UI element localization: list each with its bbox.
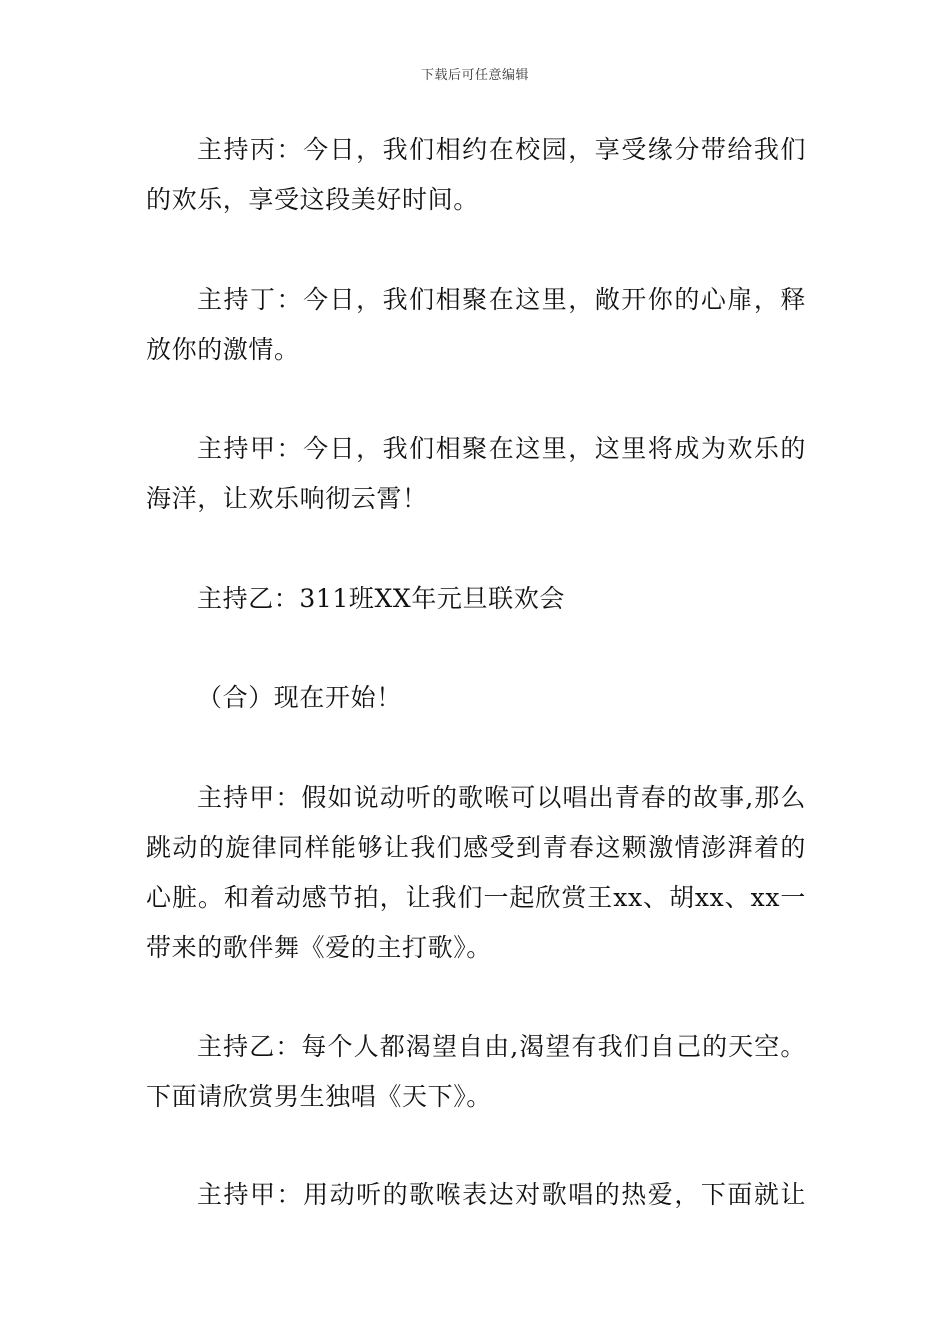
paragraph-host-yi-1: 主持乙：311班XX年元旦联欢会: [197, 584, 565, 613]
paragraph-host-bing: 主持丙：今日，我们相约在校园，享受缘分带给我们的欢乐，享受这段美好时间。: [146, 135, 806, 214]
page-header: 下载后可任意编辑: [420, 68, 529, 83]
paragraph-host-jia-1: 主持甲：今日，我们相聚在这里，这里将成为欢乐的海洋，让欢乐响彻云霄！: [146, 434, 806, 513]
paragraph-host-jia-3: 主持甲：用动听的歌喉表达对歌唱的热爱，下面就让: [197, 1180, 806, 1209]
paragraph-host-ding: 主持丁：今日，我们相聚在这里，敞开你的心扉，释放你的激情。: [146, 285, 806, 364]
paragraph-host-jia-2: 主持甲：假如说动听的歌喉可以唱出青春的故事,那么跳动的旋律同样能够让我们感受到青春这颗激情澎湃着的心脏。和着动感节拍，让我们一起欣赏王xx、胡xx、xx一带来的歌伴舞《爱的主打歌》。: [146, 783, 806, 962]
paragraph-together: （合）现在开始！: [197, 683, 402, 712]
paragraph-host-yi-2: 主持乙：每个人都渴望自由,渴望有我们自己的天空。下面请欣赏男生独唱《天下》。: [146, 1032, 806, 1111]
